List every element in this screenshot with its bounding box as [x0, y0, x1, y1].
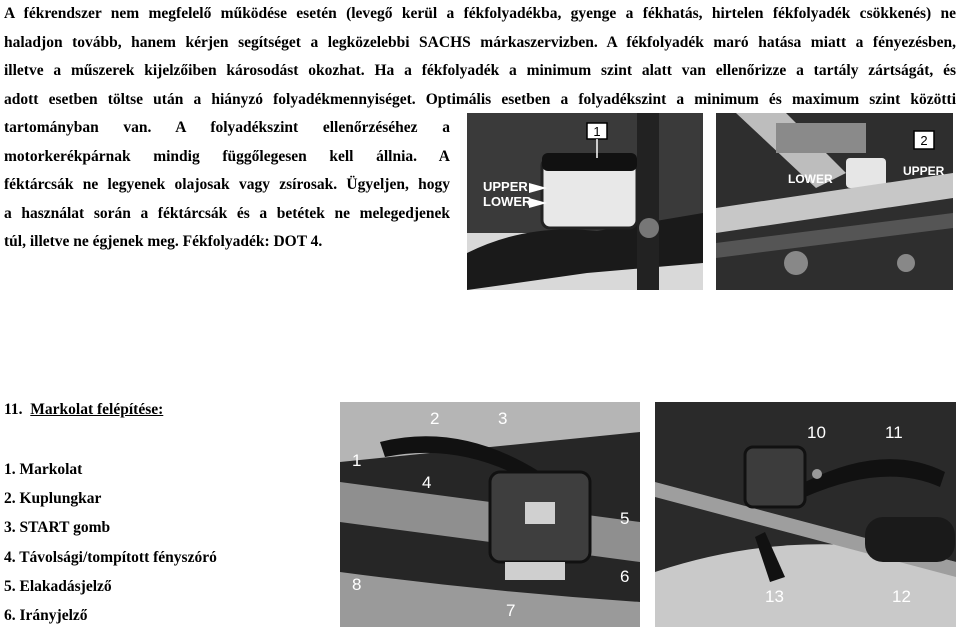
upper-label: UPPER [903, 164, 945, 178]
upper-label: UPPER [483, 179, 528, 194]
paragraph-line: haladjon tovább, hanem kérjen segítséget a legközelebbi SACHS márkaszervizben. A fékfolyadék maró hatása miatt a fényezésben, [4, 33, 956, 51]
callout-number: 10 [807, 423, 826, 442]
callout-number: 3 [498, 409, 508, 428]
callout-number: 5 [620, 509, 630, 528]
callout-number: 1 [352, 451, 362, 470]
paragraph-line: illetve a műszerek kijelzőiben károsodást okozhat. Ha a fékfolyadék a minimum szint alatt van ellenőrizze a tartály zártságát, és [4, 62, 956, 79]
callout-number: 4 [422, 473, 432, 492]
paragraph-line: adott esetben töltse után a hiányzó folyadékmennyiséget. Optimális esetben a folyadékszint a minimum és maximum szint közötti [4, 90, 956, 108]
left-handlebar-photo [340, 402, 640, 627]
section-heading [4, 401, 163, 419]
lower-label: LOWER [483, 194, 532, 209]
callout-number: 11 [885, 423, 903, 442]
callout-number: 7 [506, 601, 516, 620]
lower-label: LOWER [788, 172, 833, 186]
callout-number: 8 [352, 575, 362, 594]
callout-number: 2 [920, 133, 928, 148]
list-item: 3. START gomb [4, 519, 111, 537]
rear-brake-reservoir-illustration [716, 113, 953, 290]
paragraph-line: féktárcsák ne legyenek olajosak vagy zsírosak. Ügyeljen, hogy [4, 176, 450, 193]
rear-brake-reservoir-photo [716, 113, 953, 290]
left-handlebar-illustration [340, 402, 640, 627]
list-item: 1. Markolat [4, 461, 83, 478]
paragraph-line: a használat során a féktárcsák és a betétek ne melegedjenek [4, 204, 450, 222]
paragraph-line: túl, illetve ne égjenek meg. Fékfolyadék: DOT 4. [4, 233, 323, 250]
callout-number: 6 [620, 567, 630, 586]
callout-number: 13 [765, 587, 784, 606]
right-handlebar-photo [655, 402, 956, 627]
callout-number: 12 [892, 587, 911, 606]
callout-number: 1 [593, 124, 601, 139]
section-number: 11. [4, 401, 23, 418]
list-item: 5. Elakadásjelző [4, 577, 112, 595]
section-title: Markolat felépítése: [30, 401, 164, 418]
handlebar-parts-list [4, 455, 217, 630]
front-brake-reservoir-illustration [467, 113, 703, 290]
paragraph-line: motorkerékpárnak mindig függőlegesen kell állnia. A [4, 147, 450, 165]
list-item: 4. Távolsági/tompított fényszóró [4, 548, 217, 566]
paragraph-line: A fékrendszer nem megfelelő működése esetén (levegő kerül a fékfolyadékba, gyenge a fékhatás, hirtelen fékfolyadék csökkenés) ne [4, 5, 956, 22]
front-brake-reservoir-photo [467, 113, 703, 290]
paragraph-line: tartományban van. A folyadékszint ellenőrzéséhez a [4, 119, 450, 136]
brake-fluid-paragraph [4, 0, 956, 114]
list-item: 6. Irányjelző [4, 606, 88, 624]
callout-number: 2 [430, 409, 440, 428]
list-item: 2. Kuplungkar [4, 490, 102, 508]
right-handlebar-illustration [655, 402, 956, 627]
